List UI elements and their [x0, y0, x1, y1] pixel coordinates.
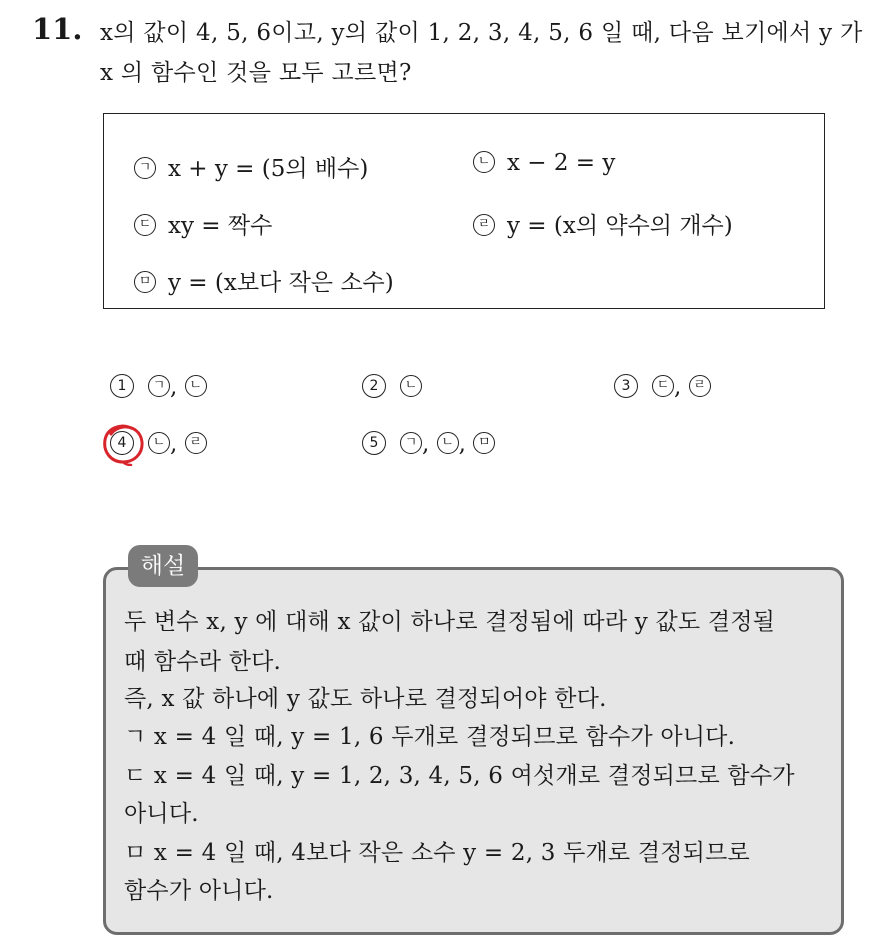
- option-mark: ㄴ: [437, 432, 459, 454]
- choice-item-2: [473, 150, 615, 176]
- choice-text: y = (x의 약수의 개수): [507, 213, 733, 239]
- answer-option-4[interactable]: 4 ㄴ , ㄹ: [110, 431, 207, 457]
- choice-item-4: [473, 207, 733, 240]
- answer-option-2[interactable]: [362, 374, 422, 400]
- option-mark: ㄴ: [185, 375, 207, 397]
- solution-line: 때 함수라 한다.: [124, 649, 282, 675]
- option-number: 1: [110, 374, 134, 398]
- choice-item-1: [134, 150, 368, 183]
- solution-line: ㅁ x = 4 일 때, 4보다 작은 소수 y = 2, 3 두개로 결정되므로: [124, 840, 750, 866]
- solution-line: 두 변수 x, y 에 대해 x 값이 하나로 결정됨에 따라 y 값도 결정될: [124, 609, 776, 635]
- option-mark: ㄷ: [652, 375, 674, 397]
- choice-mark: ㄱ: [134, 157, 156, 179]
- solution-label: 해설: [128, 545, 198, 587]
- option-mark: ㅁ: [473, 432, 495, 454]
- question-text-line-1: x의 값이 4, 5, 6이고, y의 값이 1, 2, 3, 4, 5, 6 일 때, 다음 보기에서 y 가: [100, 20, 863, 46]
- option-mark: ㄹ: [689, 375, 711, 397]
- option-number: 3: [614, 374, 638, 398]
- option-mark: ㄹ: [185, 432, 207, 454]
- solution-line: ㄱ x = 4 일 때, y = 1, 6 두개로 결정되므로 함수가 아니다.: [124, 724, 736, 750]
- choice-mark: ㅁ: [134, 271, 156, 293]
- choice-text: xy = 짝수: [168, 213, 273, 239]
- solution-line: 즉, x 값 하나에 y 값도 하나로 결정되어야 한다.: [124, 686, 607, 712]
- option-mark: ㄱ: [148, 375, 170, 397]
- option-number: 2: [362, 374, 386, 398]
- option-number: 5: [362, 431, 386, 455]
- answer-circle-mark: [101, 422, 147, 466]
- choice-item-5: [134, 264, 394, 297]
- choice-mark: ㄹ: [473, 214, 495, 236]
- choice-text: x + y = (5의 배수): [168, 156, 369, 182]
- choice-mark: ㄷ: [134, 214, 156, 236]
- answer-option-3[interactable]: 3 ㄷ , ㄹ: [614, 374, 711, 400]
- choice-text: x − 2 = y: [507, 150, 616, 176]
- solution-line: 아니다.: [124, 801, 199, 827]
- solution-line: ㄷ x = 4 일 때, y = 1, 2, 3, 4, 5, 6 여섯개로 결정되므로 함수가: [124, 763, 795, 789]
- question-text-line-2: x 의 함수인 것을 모두 고르면?: [100, 60, 412, 86]
- option-mark: ㄱ: [400, 432, 422, 454]
- option-mark: ㄴ: [400, 375, 422, 397]
- choice-mark: ㄴ: [473, 151, 495, 173]
- question-number: 11.: [32, 12, 83, 46]
- option-number: 4: [110, 431, 134, 455]
- choice-text: y = (x보다 작은 소수): [168, 270, 394, 296]
- answer-option-1[interactable]: 1 ㄱ , ㄴ: [110, 374, 207, 400]
- answer-option-5[interactable]: 5 ㄱ , ㄴ , ㅁ: [362, 431, 495, 457]
- choice-item-3: [134, 207, 272, 240]
- solution-line: 함수가 아니다.: [124, 878, 274, 904]
- option-mark: ㄴ: [148, 432, 170, 454]
